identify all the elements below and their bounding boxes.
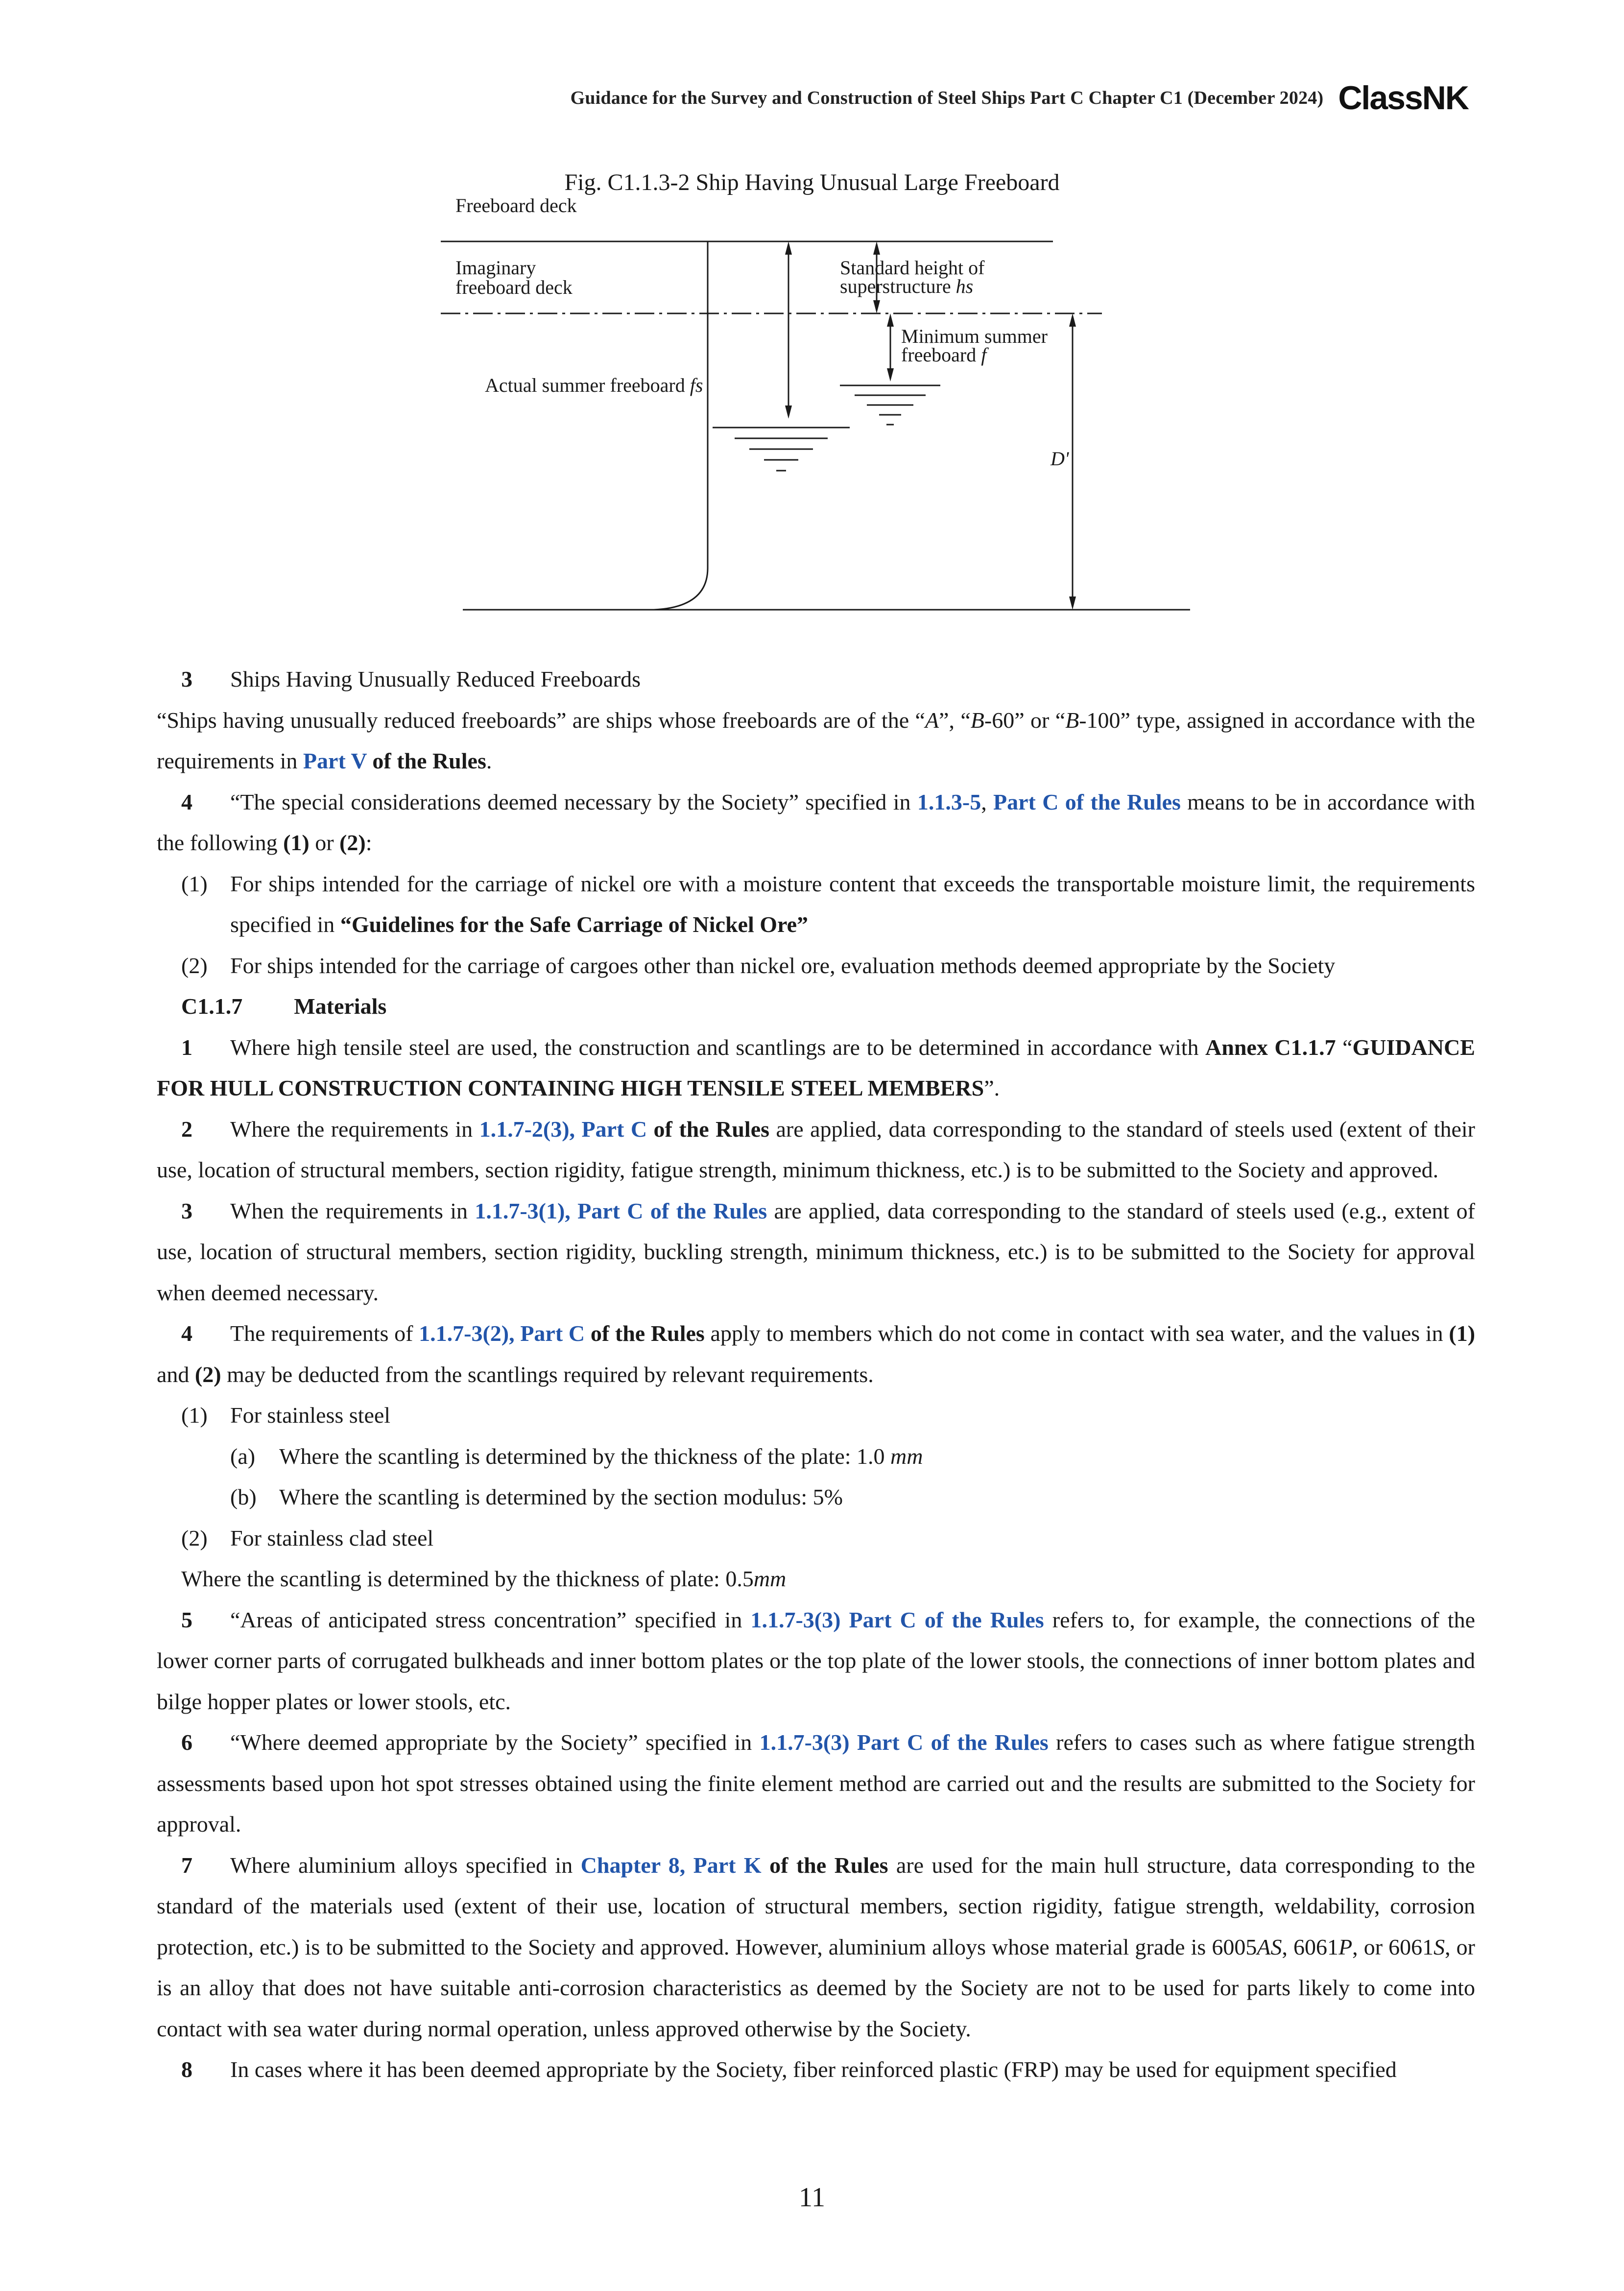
para-4-item-2: (2) For ships intended for the carriage of cargoes other than nickel ore, evaluation methods deemed appropriate by the Society (181, 953, 1336, 978)
fs-arrowhead-bottom (785, 406, 792, 419)
link-part-c-rules[interactable]: Part C of the Rules (993, 789, 1181, 814)
hs-arrowhead-top (873, 241, 880, 255)
materials-para-6: 6 “Where deemed appropriate by the Society” specified in 1.1.7-3(3) Part C of the Rules refers to cases such as where fatigue strength assessments based upon hot spot stresses obtained using the finite element method are carried out and the results are submitted to the Society for approval. (157, 1730, 1476, 1837)
para-3-heading: 3 Ships Having Unusually Reduced Freeboards (181, 667, 641, 692)
materials-para-1: 1 Where high tensile steel are used, the construction and scantlings are to be determined in accordance with Annex C1.1.7 “GUIDANCE FOR HULL CONSTRUCTION CONTAINING HIGH TENSILE STEEL MEMBERS”. (157, 1034, 1475, 1100)
materials-para-5: 5 “Areas of anticipated stress concentration” specified in 1.1.7-3(3) Part C of the Rules refers to, for example, the connections of the lower corner parts of corrugated bulkheads and inner bottom plates or the top plate of the lower stools, the connections of inner bottom plates and bilge hopper plates or lower stools, etc. (157, 1607, 1476, 1714)
link-1-1-3-5[interactable]: 1.1.3-5 (917, 789, 981, 814)
para-3-text: “Ships having unusually reduced freeboards” are ships whose freeboards are of the “A”, “B-60” or “B-100” type, assigned in accordance with the requirements in Part V of the Rules. (157, 707, 1475, 773)
para-4: 4 “The special considerations deemed necessary by the Society” specified in 1.1.3-5, Part C of the Rules means to be in accordance with the following (1) or (2): (157, 789, 1475, 855)
materials-para-2: 2 Where the requirements in 1.1.7-2(3), Part C of the Rules are applied, data corresponding to the standard of steels used (extent of their use, location of structural members, section rigidity, fatigue strength, minimum thickness, etc.) is to be submitted to the Society and approved. (157, 1116, 1475, 1182)
f-arrowhead-top (887, 313, 894, 327)
figure-title: Fig. C1.1.3-2 Ship Having Unusual Large Freeboard (564, 169, 1060, 195)
hull-side (654, 241, 708, 610)
link-1-1-7-3-2[interactable]: 1.1.7-3(2), Part C (419, 1321, 585, 1346)
materials-para-3: 3 When the requirements in 1.1.7-3(1), Part C of the Rules are applied, data corresponding to the standard of steels used (e.g., extent of use, location of structural members, section rigidity, buckling strength, minimum thickness, etc.) is to be submitted to the Society for approval when deemed necessary. (157, 1198, 1475, 1305)
para-4-item-1: (1) For ships intended for the carriage of nickel ore with a moisture content that exceeds the transportable moisture limit, the requirements specified in “Guidelines for the Safe Carriage of Nickel Ore” (181, 871, 1475, 937)
label-standard-2: superstructure hs (840, 275, 974, 297)
label-imaginary-2: freeboard deck (455, 276, 573, 298)
materials-4-item-2-text: Where the scantling is determined by the thickness of plate: 0.5mm (181, 1566, 787, 1591)
label-minimum-1: Minimum summer (901, 325, 1048, 347)
section-heading: C1.1.7 Materials (181, 994, 387, 1019)
actual-waterline-symbol (713, 428, 850, 471)
link-1-1-7-2-3[interactable]: 1.1.7-2(3), Part C (479, 1116, 647, 1142)
label-freeboard-deck: Freeboard deck (455, 194, 577, 216)
hs-arrowhead-bottom (873, 300, 880, 313)
materials-para-8: 8 In cases where it has been deemed appropriate by the Society, fiber reinforced plastic (FRP) may be used for equipment specified (181, 2057, 1397, 2082)
d-prime-arrowhead-top (1069, 313, 1076, 327)
f-arrowhead-bottom (887, 368, 894, 382)
page-number: 11 (799, 2182, 825, 2213)
link-1-1-7-3-3-a[interactable]: 1.1.7-3(3) Part C of the Rules (750, 1607, 1044, 1632)
link-1-1-7-3-1[interactable]: 1.1.7-3(1), Part C of the Rules (475, 1198, 767, 1223)
d-prime-arrowhead-bottom (1069, 597, 1076, 610)
minimum-waterline-symbol (840, 385, 940, 425)
link-part-v[interactable]: Part V (303, 748, 367, 773)
materials-4-item-1a: (a) Where the scantling is determined by the thickness of the plate: 1.0 mm (230, 1443, 923, 1469)
label-imaginary-1: Imaginary (455, 257, 536, 279)
label-standard-1: Standard height of (840, 257, 985, 279)
fs-arrowhead-top (785, 241, 792, 255)
freeboard-figure (441, 193, 1205, 620)
link-chapter-8-part-k[interactable]: Chapter 8, Part K (580, 1852, 762, 1878)
body-text (157, 659, 1475, 2090)
materials-4-item-1b: (b) Where the scantling is determined by the section modulus: 5% (230, 1484, 843, 1509)
freeboard-diagram (441, 193, 1205, 620)
materials-para-7: 7 Where aluminium alloys specified in Chapter 8, Part K of the Rules are used for the main hull structure, data corresponding to the standard of the materials used (extent of their use, location of structural members, section rigidity, fatigue strength, weldability, corrosion protection, etc.) is to be submitted to the Society and approved. However, aluminium alloys whose material grade is 6005AS, 6061P, or 6061S, or is an alloy that does not have suitable anti-corrosion characteristics as deemed by the Society are not to be used for parts likely to come into contact with sea water during normal operation, unless approved otherwise by the Society. (157, 1852, 1476, 2041)
materials-4-item-2: (2) For stainless clad steel (181, 1525, 434, 1551)
link-1-1-7-3-3-b[interactable]: 1.1.7-3(3) Part C of the Rules (759, 1730, 1049, 1755)
label-actual: Actual summer freeboard fs (485, 374, 703, 396)
label-minimum-2: freeboard f (901, 344, 987, 366)
page-header (571, 78, 1468, 118)
header-title: Guidance for the Survey and Construction of Steel Ships Part C Chapter C1 (December 2024) (570, 88, 1324, 108)
materials-para-4: 4 The requirements of 1.1.7-3(2), Part C of the Rules apply to members which do not come in contact with sea water, and the values in (1) and (2) may be deducted from the scantlings required by relevant requirements. (157, 1321, 1476, 1387)
label-d-prime: D' (1051, 448, 1069, 470)
materials-4-item-1: (1) For stainless steel (181, 1403, 391, 1428)
classnk-logo: ClassNK (1338, 79, 1468, 117)
